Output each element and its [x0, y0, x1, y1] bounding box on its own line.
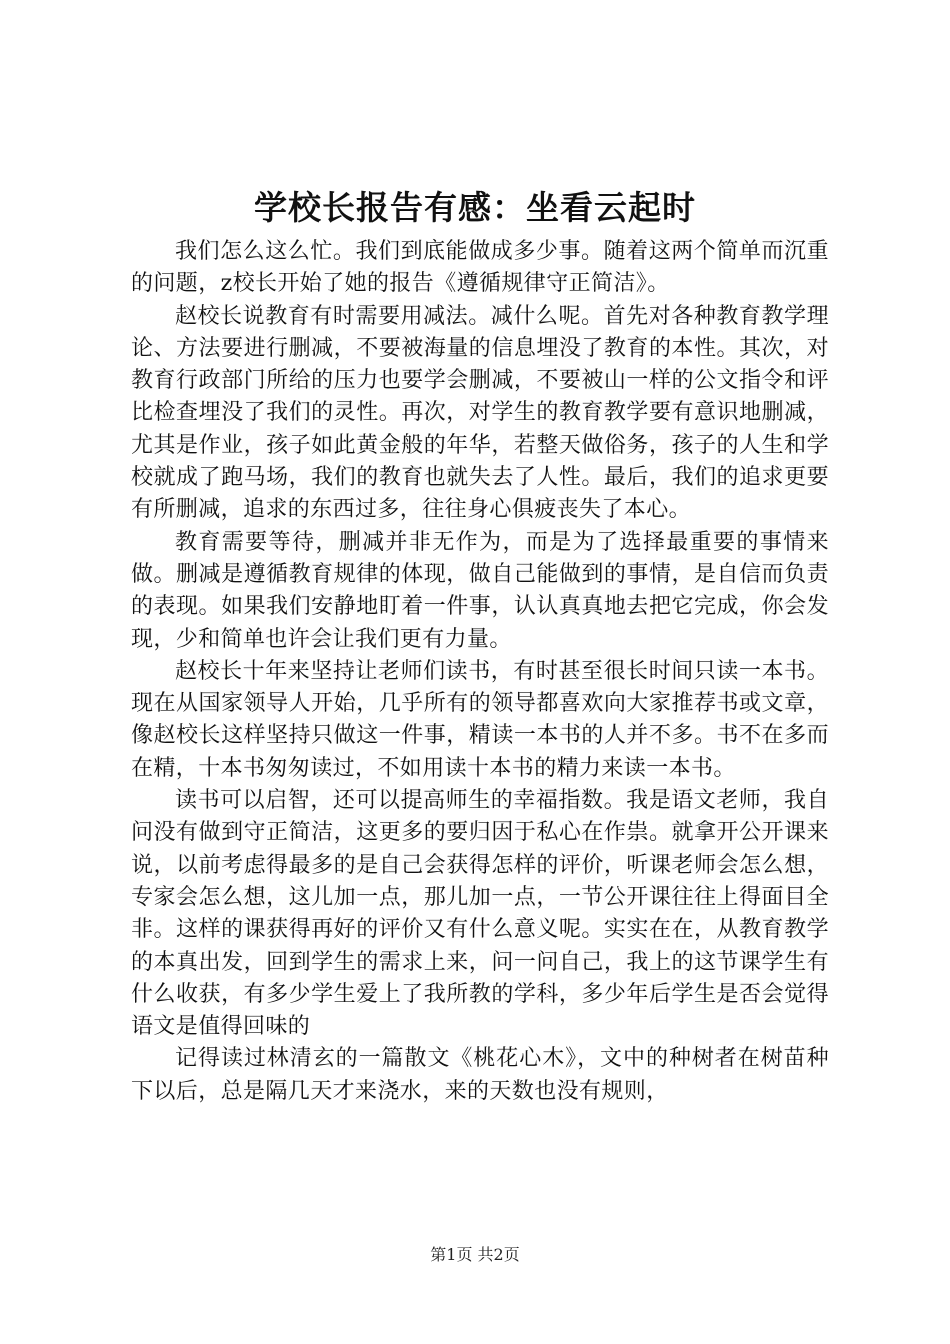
page-footer: 第1页 共2页: [430, 1245, 520, 1264]
document-title: 学校长报告有感：坐看云起时: [254, 188, 696, 227]
paragraph: 赵校长十年来坚持让老师们读书，有时甚至很长时间只读一本书。现在从国家领导人开始，几乎所有的领导都喜欢向大家推荐书或文章，像赵校长这样坚持只做这一件事，精读一本书的人并不多。书不在多而在精，十本书匆匆读过，不如用读十本书的精力来读一本书。: [131, 658, 829, 781]
paragraph: 记得读过林清玄的一篇散文《桃花心木》，文中的种树者在树苗种下以后，总是隔几天才来浇水，来的天数也没有规则，: [131, 1046, 829, 1104]
paragraph: 教育需要等待，删减并非无作为，而是为了选择最重要的事情来做。删减是遵循教育规律的体现，做自己能做到的事情，是自信而负责的表现。如果我们安静地盯着一件事，认认真真地去把它完成，你会发现，少和简单也许会让我们更有力量。: [131, 529, 829, 652]
paragraph: 读书可以启智，还可以提高师生的幸福指数。我是语文老师，我自问没有做到守正简洁，这更多的要归因于私心在作祟。就拿开公开课来说，以前考虑得最多的是自己会获得怎样的评价，听课老师会怎么想，专家会怎么想，这儿加一点，那儿加一点，一节公开课往往上得面目全非。这样的课获得再好的评价又有什么意义呢。实实在在，从教育教学的本真出发，回到学生的需求上来，问一问自己，我上的这节课学生有什么收获，有多少学生爱上了我所教的学科，多少年后学生是否会觉得语文是值得回味的: [131, 788, 829, 1040]
paragraph: 赵校长说教育有时需要用减法。减什么呢。首先对各种教育教学理论、方法要进行删减，不要被海量的信息埋没了教育的本性。其次，对教育行政部门所给的压力也要学会删减，不要被山一样的公文指令和评比检查埋没了我们的灵性。再次，对学生的教育教学要有意识地删减，尤其是作业，孩子如此黄金般的年华，若整天做俗务，孩子的人生和学校就成了跑马场，我们的教育也就失去了人性。最后，我们的追求更要有所删减，追求的东西过多，往往身心俱疲丧失了本心。: [131, 303, 829, 523]
document-body: [131, 236, 829, 1108]
paragraph: 我们怎么这么忙。我们到底能做成多少事。随着这两个简单而沉重的问题，z校长开始了她的报告《遵循规律守正简洁》。: [131, 239, 829, 297]
